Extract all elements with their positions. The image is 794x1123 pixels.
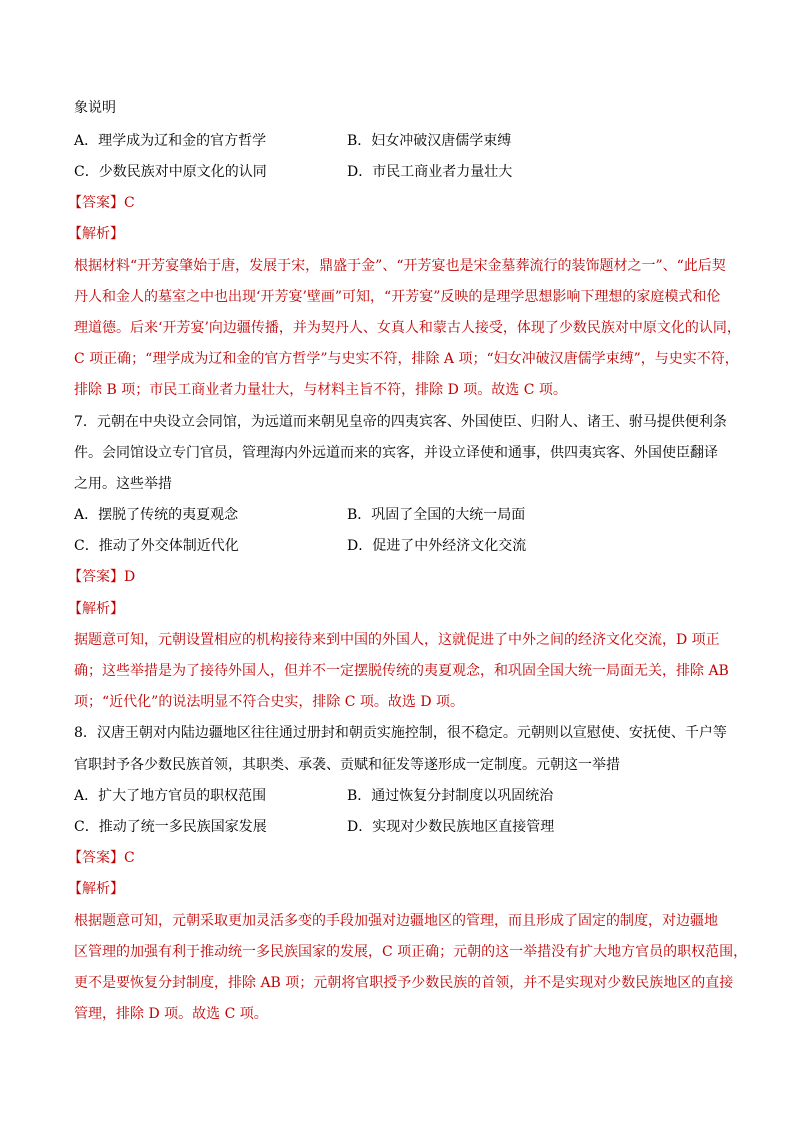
q8-stem-line: 官职封予各少数民族首领，其职类、承袭、贡赋和征发等遂形成一定制度。元朝这一举措 bbox=[74, 757, 620, 773]
q7-stem-line: 7．元朝在中央设立会同馆，为远道而来朝见皇帝的四夷宾客、外国使臣、归附人、诸王、驸马提供便利条 bbox=[74, 414, 727, 430]
q8-analysis-line: 管理，排除 D 项。故选 C 项。 bbox=[74, 1006, 268, 1022]
q6-analysis-line: C 项正确；“理学成为辽和金的官方哲学”与史实不符，排除 A 项；“妇女冲破汉唐儒学束缚”，与史实不符， bbox=[74, 351, 739, 367]
q6-analysis-label: 【解析】 bbox=[68, 226, 124, 242]
q8-analysis-line: 根据题意可知，元朝采取更加灵活多变的手段加强对边疆地区的管理，而且形成了固定的制度，对边疆地 bbox=[74, 913, 718, 929]
q7-stem-line: 之用。这些举措 bbox=[74, 476, 172, 492]
q7-option-d: D．促进了中外经济文化交流 bbox=[347, 538, 527, 554]
q7-analysis-line: 据题意可知，元朝设置相应的机构接待来到中国的外国人，这就促进了中外之间的经济文化交流，D 项正 bbox=[74, 632, 720, 648]
q8-answer: 【答案】C bbox=[68, 850, 135, 866]
q7-analysis-line: 项；“近代化”的说法明显不符合史实，排除 C 项。故选 D 项。 bbox=[74, 694, 465, 710]
q8-option-b: B．通过恢复分封制度以巩固统治 bbox=[347, 788, 554, 804]
q7-option-b: B．巩固了全国的大统一局面 bbox=[347, 507, 526, 523]
q6-option-d: D．市民工商业者力量壮大 bbox=[347, 164, 513, 180]
q8-option-a: A．扩大了地方官员的职权范围 bbox=[74, 788, 267, 804]
q8-analysis-line: 更不是要恢复分封制度，排除 AB 项；元朝将官职授予少数民族的首领，并不是实现对少数民族地区的直接 bbox=[74, 975, 734, 991]
q7-option-c: C．推动了外交体制近代化 bbox=[74, 538, 239, 554]
q8-stem-line: 8．汉唐王朝对内陆边疆地区往往通过册封和朝贡实施控制，很不稳定。元朝则以宣慰使、安抚使、千户等 bbox=[74, 725, 727, 741]
q7-analysis-line: 确；这些举措是为了接待外国人，但并不一定摆脱传统的夷夏观念，和巩固全国大统一局面无关，排除 AB bbox=[74, 663, 729, 679]
q8-option-c: C．推动了统一多民族国家发展 bbox=[74, 819, 267, 835]
q8-analysis-label: 【解析】 bbox=[68, 881, 124, 897]
q6-stem-tail: 象说明 bbox=[74, 100, 116, 116]
q6-answer: 【答案】C bbox=[68, 195, 135, 211]
q8-option-d: D．实现对少数民族地区直接管理 bbox=[347, 819, 555, 835]
q6-option-c: C．少数民族对中原文化的认同 bbox=[74, 164, 267, 180]
q6-analysis-line: 丹人和金人的墓室之中也出现‘开芳宴’壁画”可知，“开芳宴”反映的是理学思想影响下理想的家庭模式和伦 bbox=[74, 289, 721, 305]
q6-option-a: A．理学成为辽和金的官方哲学 bbox=[74, 133, 267, 149]
q7-analysis-label: 【解析】 bbox=[68, 601, 124, 617]
q7-answer: 【答案】D bbox=[68, 569, 136, 585]
q6-analysis-line: 根据材料“开芳宴肇始于唐，发展于宋，鼎盛于金”、“开芳宴也是宋金墓葬流行的装饰题材之一”、“此后契 bbox=[74, 258, 726, 274]
q6-option-b: B．妇女冲破汉唐儒学束缚 bbox=[347, 133, 512, 149]
q7-option-a: A．摆脱了传统的夷夏观念 bbox=[74, 507, 239, 523]
q6-analysis-line: 排除 B 项；市民工商业者力量壮大，与材料主旨不符，排除 D 项。故选 C 项。 bbox=[74, 382, 567, 398]
q8-analysis-line: 区管理的加强有利于推动统一多民族国家的发展，C 项正确；元朝的这一举措没有扩大地方官员的职权范围， bbox=[74, 944, 748, 960]
q6-analysis-line: 理道德。后来‘开芳宴’向边疆传播，并为契丹人、女真人和蒙古人接受，体现了少数民族对中原文化的认同， bbox=[74, 320, 741, 336]
q7-stem-line: 件。会同馆设立专门官员，管理海内外远道而来的宾客，并设立译使和通事，供四夷宾客、外国使臣翻译 bbox=[74, 445, 718, 461]
